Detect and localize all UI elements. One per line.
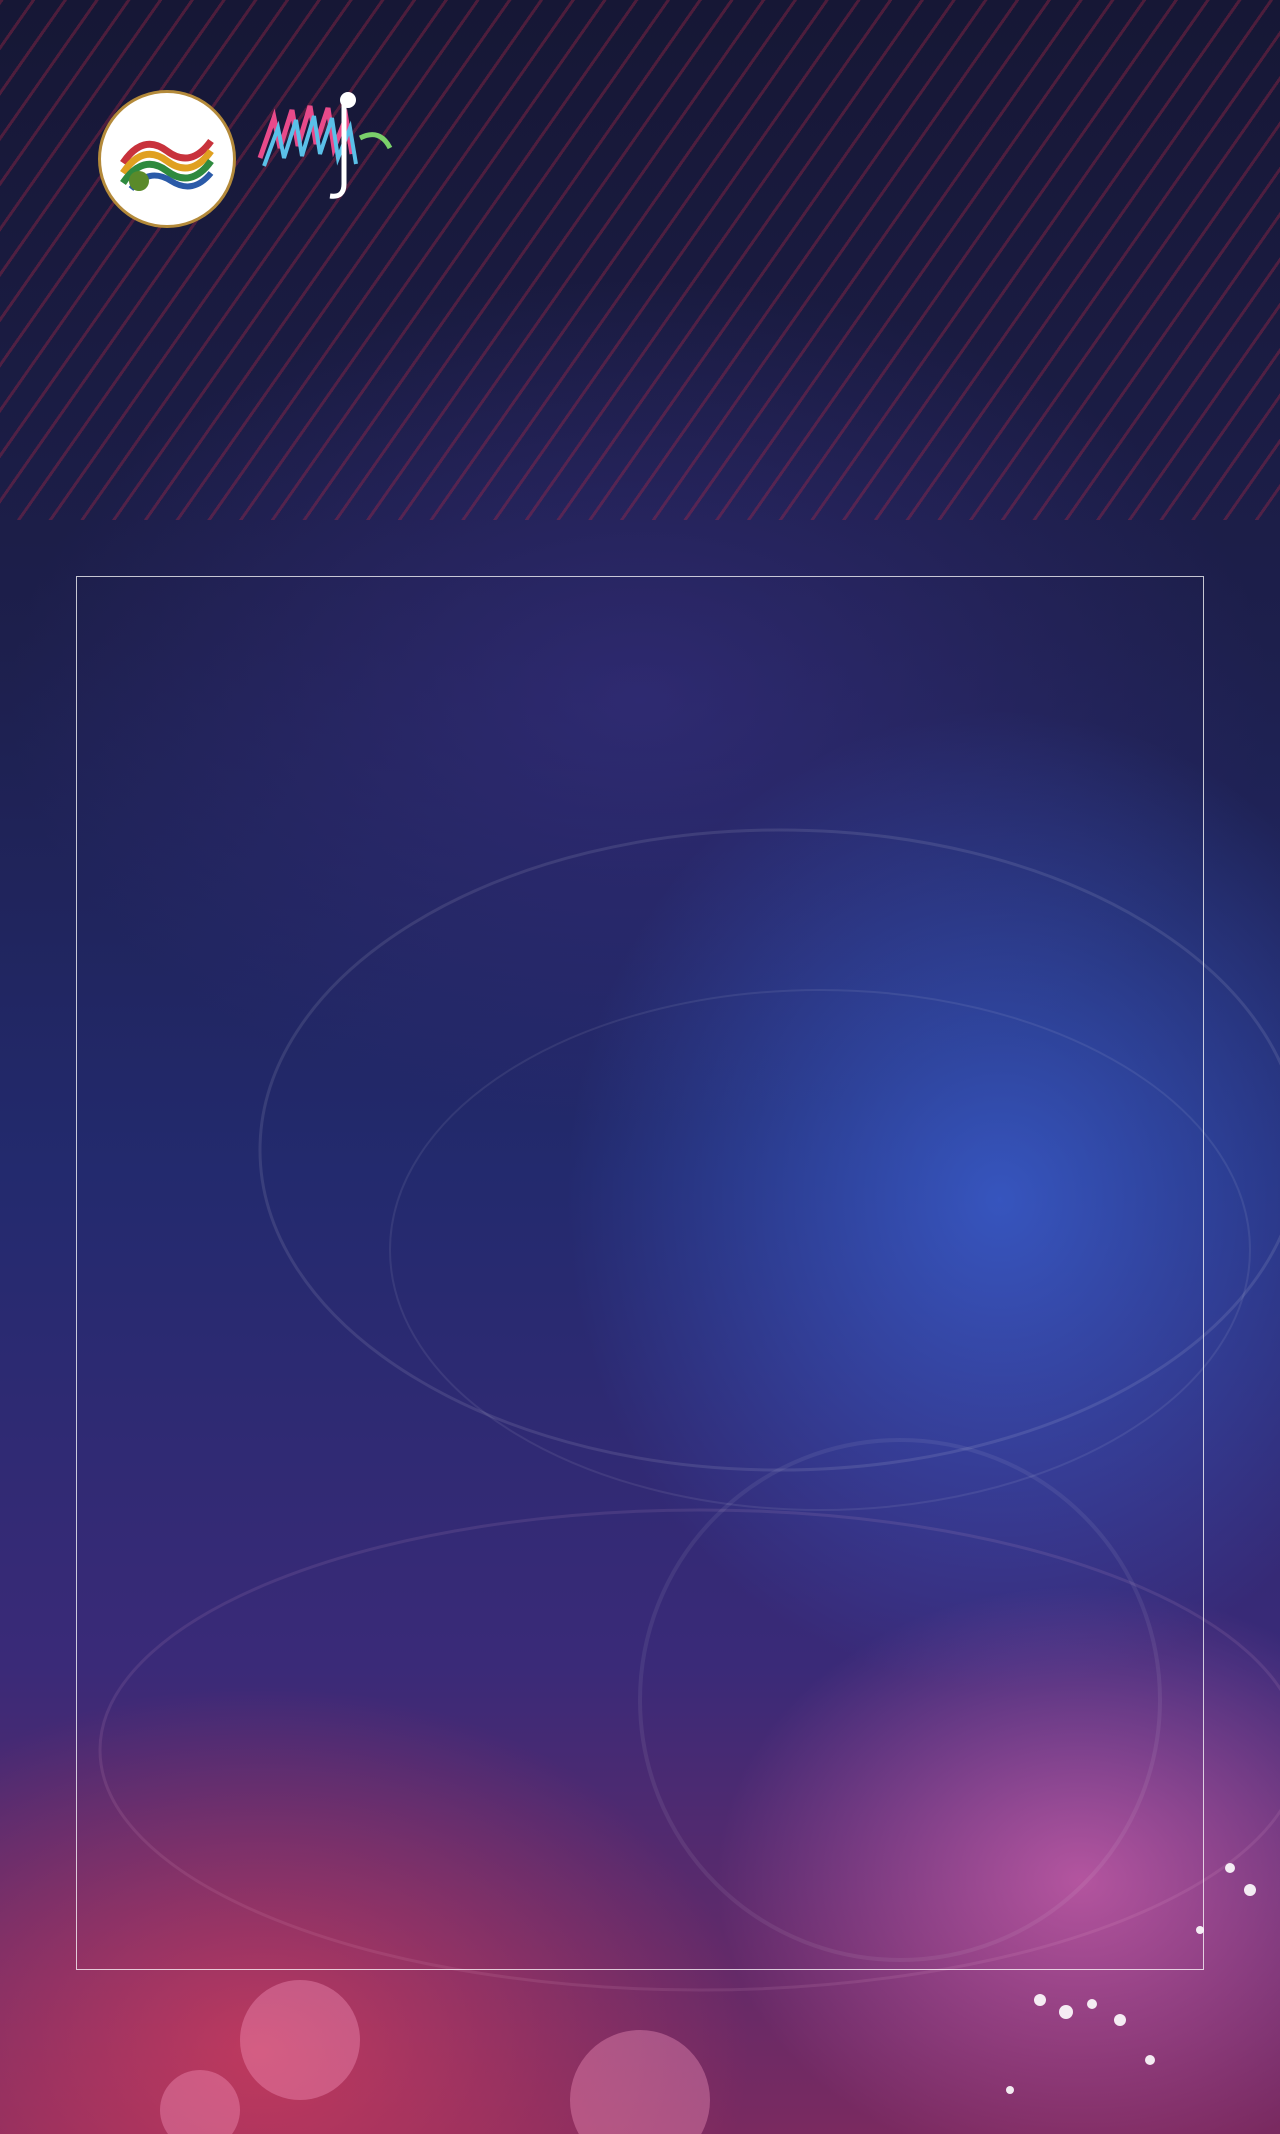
wave-emblem-icon: [119, 123, 215, 193]
festival-logo: [98, 90, 236, 228]
header: [0, 70, 1280, 240]
accordion-week-logo-icon: [240, 88, 410, 238]
schedule-table: [76, 576, 1204, 1970]
